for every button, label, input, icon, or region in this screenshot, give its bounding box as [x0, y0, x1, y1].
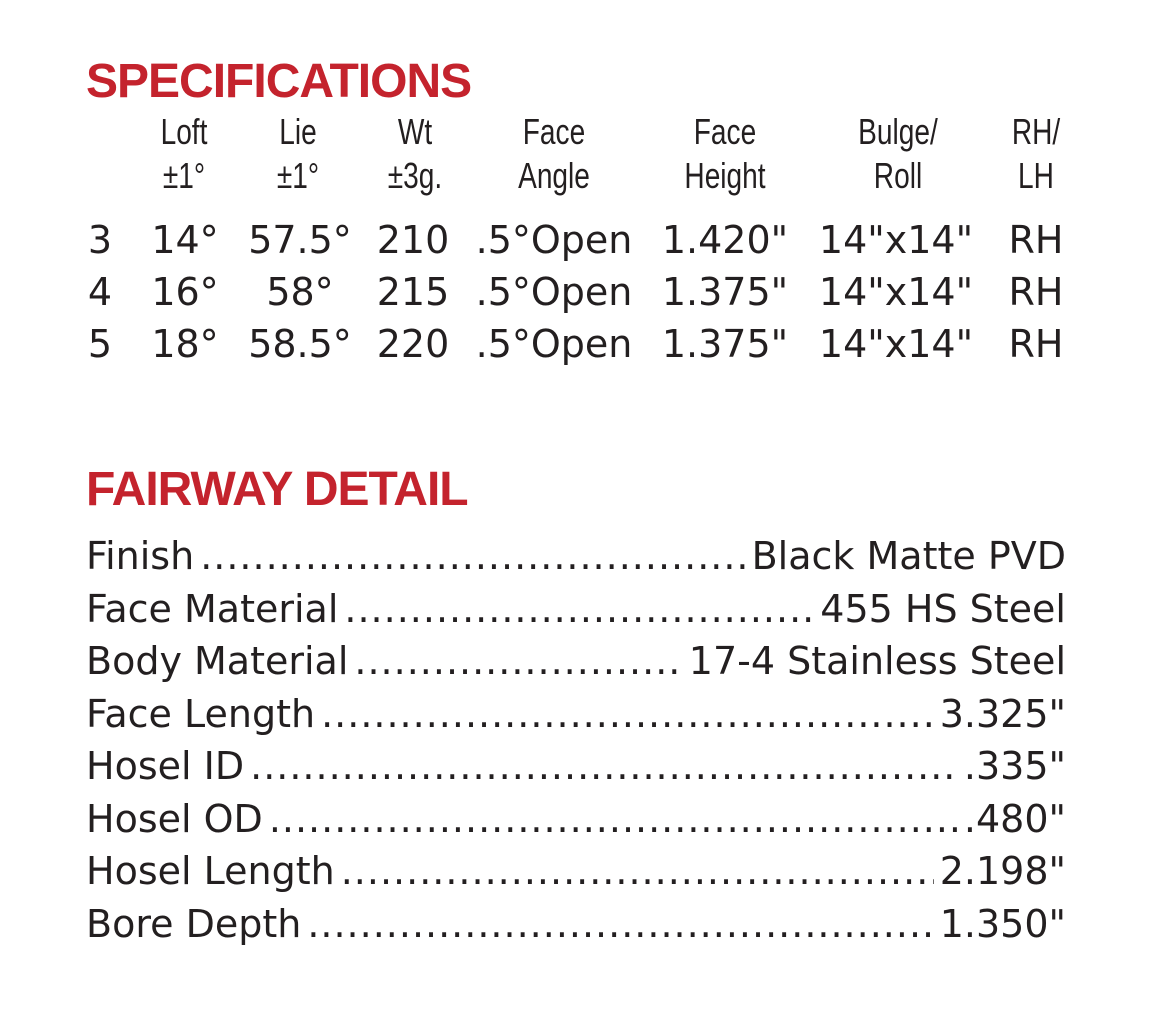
- spec-header-line: LH: [1018, 155, 1054, 196]
- spec-cell-hand: RH: [1008, 270, 1064, 314]
- spec-cell-loft: 14°: [151, 218, 219, 262]
- detail-row-finish: [86, 530, 1066, 583]
- spec-cell-weight: 220: [376, 322, 450, 366]
- spec-header-line: Wt: [397, 111, 433, 152]
- spec-row: [0, 214, 1170, 266]
- fairway-detail-list: [86, 530, 1066, 950]
- spec-cell-weight: 210: [376, 218, 450, 262]
- spec-cell-hand: RH: [1008, 218, 1064, 262]
- detail-label: Face Material: [86, 586, 339, 631]
- detail-value: 455 HS Steel: [820, 586, 1066, 631]
- detail-row-hosel-od: [86, 793, 1066, 846]
- spec-cell-bulge-roll: 14"x14": [818, 322, 974, 366]
- spec-cell-lie: 58.5°: [248, 322, 352, 366]
- dot-leader: [344, 583, 814, 635]
- dot-leader: [321, 688, 934, 740]
- spec-header-line: Face: [693, 111, 757, 152]
- detail-row-bore-depth: [86, 898, 1066, 951]
- spec-header-line: RH/: [1011, 111, 1061, 152]
- detail-label: Hosel ID: [86, 744, 245, 788]
- dot-leader: [200, 530, 745, 582]
- spec-cell-club: 5: [87, 322, 113, 366]
- spec-header-hand: [1008, 110, 1064, 200]
- spec-header-line: Loft: [160, 111, 208, 152]
- detail-row-face-length: [86, 688, 1066, 741]
- spec-header-line: Face: [522, 111, 586, 152]
- detail-label: Hosel Length: [86, 849, 335, 893]
- spec-header-line: Bulge/: [858, 111, 938, 152]
- spec-header-line: Lie: [279, 111, 317, 152]
- detail-value: Black Matte PVD: [751, 534, 1066, 578]
- detail-value: .335": [963, 744, 1066, 788]
- dot-leader: [269, 793, 958, 845]
- spec-cell-bulge-roll: 14"x14": [818, 270, 974, 314]
- spec-header-face-angle: [507, 110, 601, 200]
- detail-label: Face Length: [86, 691, 316, 736]
- spec-row: [0, 318, 1170, 370]
- spec-cell-club: 3: [87, 218, 113, 262]
- spec-cell-club: 4: [87, 270, 113, 314]
- spec-cell-weight: 215: [376, 270, 450, 314]
- detail-row-hosel-id: [86, 740, 1066, 793]
- spec-header-line: ±1°: [276, 155, 320, 196]
- detail-row-hosel-length: [86, 845, 1066, 898]
- spec-header-weight: [380, 110, 450, 200]
- detail-value: 17-4 Stainless Steel: [688, 639, 1066, 683]
- detail-row-face-material: [86, 583, 1066, 636]
- spec-header-bulge-roll: [850, 110, 947, 200]
- spec-cell-face-height: 1.375": [661, 322, 789, 366]
- detail-label: Finish: [86, 534, 195, 578]
- dot-leader: [250, 740, 958, 792]
- specifications-title: SPECIFICATIONS: [86, 55, 472, 108]
- spec-cell-face-angle: .5°Open: [475, 218, 633, 262]
- detail-value: .480": [963, 796, 1066, 841]
- dot-leader: [307, 898, 933, 950]
- spec-row: [0, 266, 1170, 318]
- spec-cell-face-height: 1.420": [661, 218, 789, 262]
- detail-value: 3.325": [939, 691, 1066, 736]
- detail-label: Hosel OD: [86, 796, 263, 841]
- spec-header-loft: [153, 110, 215, 200]
- spec-header-line: Roll: [873, 155, 923, 196]
- spec-cell-face-height: 1.375": [661, 270, 789, 314]
- spec-cell-loft: 16°: [151, 270, 219, 314]
- spec-header-line: Angle: [518, 155, 590, 196]
- fairway-detail-title: FAIRWAY DETAIL: [86, 463, 468, 516]
- spec-cell-loft: 18°: [151, 322, 219, 366]
- dot-leader: [341, 845, 934, 897]
- spec-cell-face-angle: .5°Open: [475, 322, 633, 366]
- dot-leader: [354, 635, 682, 687]
- spec-cell-bulge-roll: 14"x14": [818, 218, 974, 262]
- spec-cell-hand: RH: [1008, 322, 1064, 366]
- detail-row-body-material: [86, 635, 1066, 688]
- spec-header-line: ±1°: [162, 155, 206, 196]
- spec-cell-lie: 57.5°: [248, 218, 352, 262]
- spec-header-line: ±3g.: [387, 155, 443, 196]
- spec-header-face-height: [674, 110, 775, 200]
- detail-value: 2.198": [939, 849, 1066, 893]
- spec-cell-lie: 58°: [266, 270, 334, 314]
- detail-label: Body Material: [86, 639, 349, 683]
- spec-header-line: Height: [684, 155, 766, 196]
- detail-label: Bore Depth: [86, 901, 302, 946]
- detail-value: 1.350": [939, 901, 1066, 946]
- spec-header-lie: [267, 110, 329, 200]
- spec-cell-face-angle: .5°Open: [475, 270, 633, 314]
